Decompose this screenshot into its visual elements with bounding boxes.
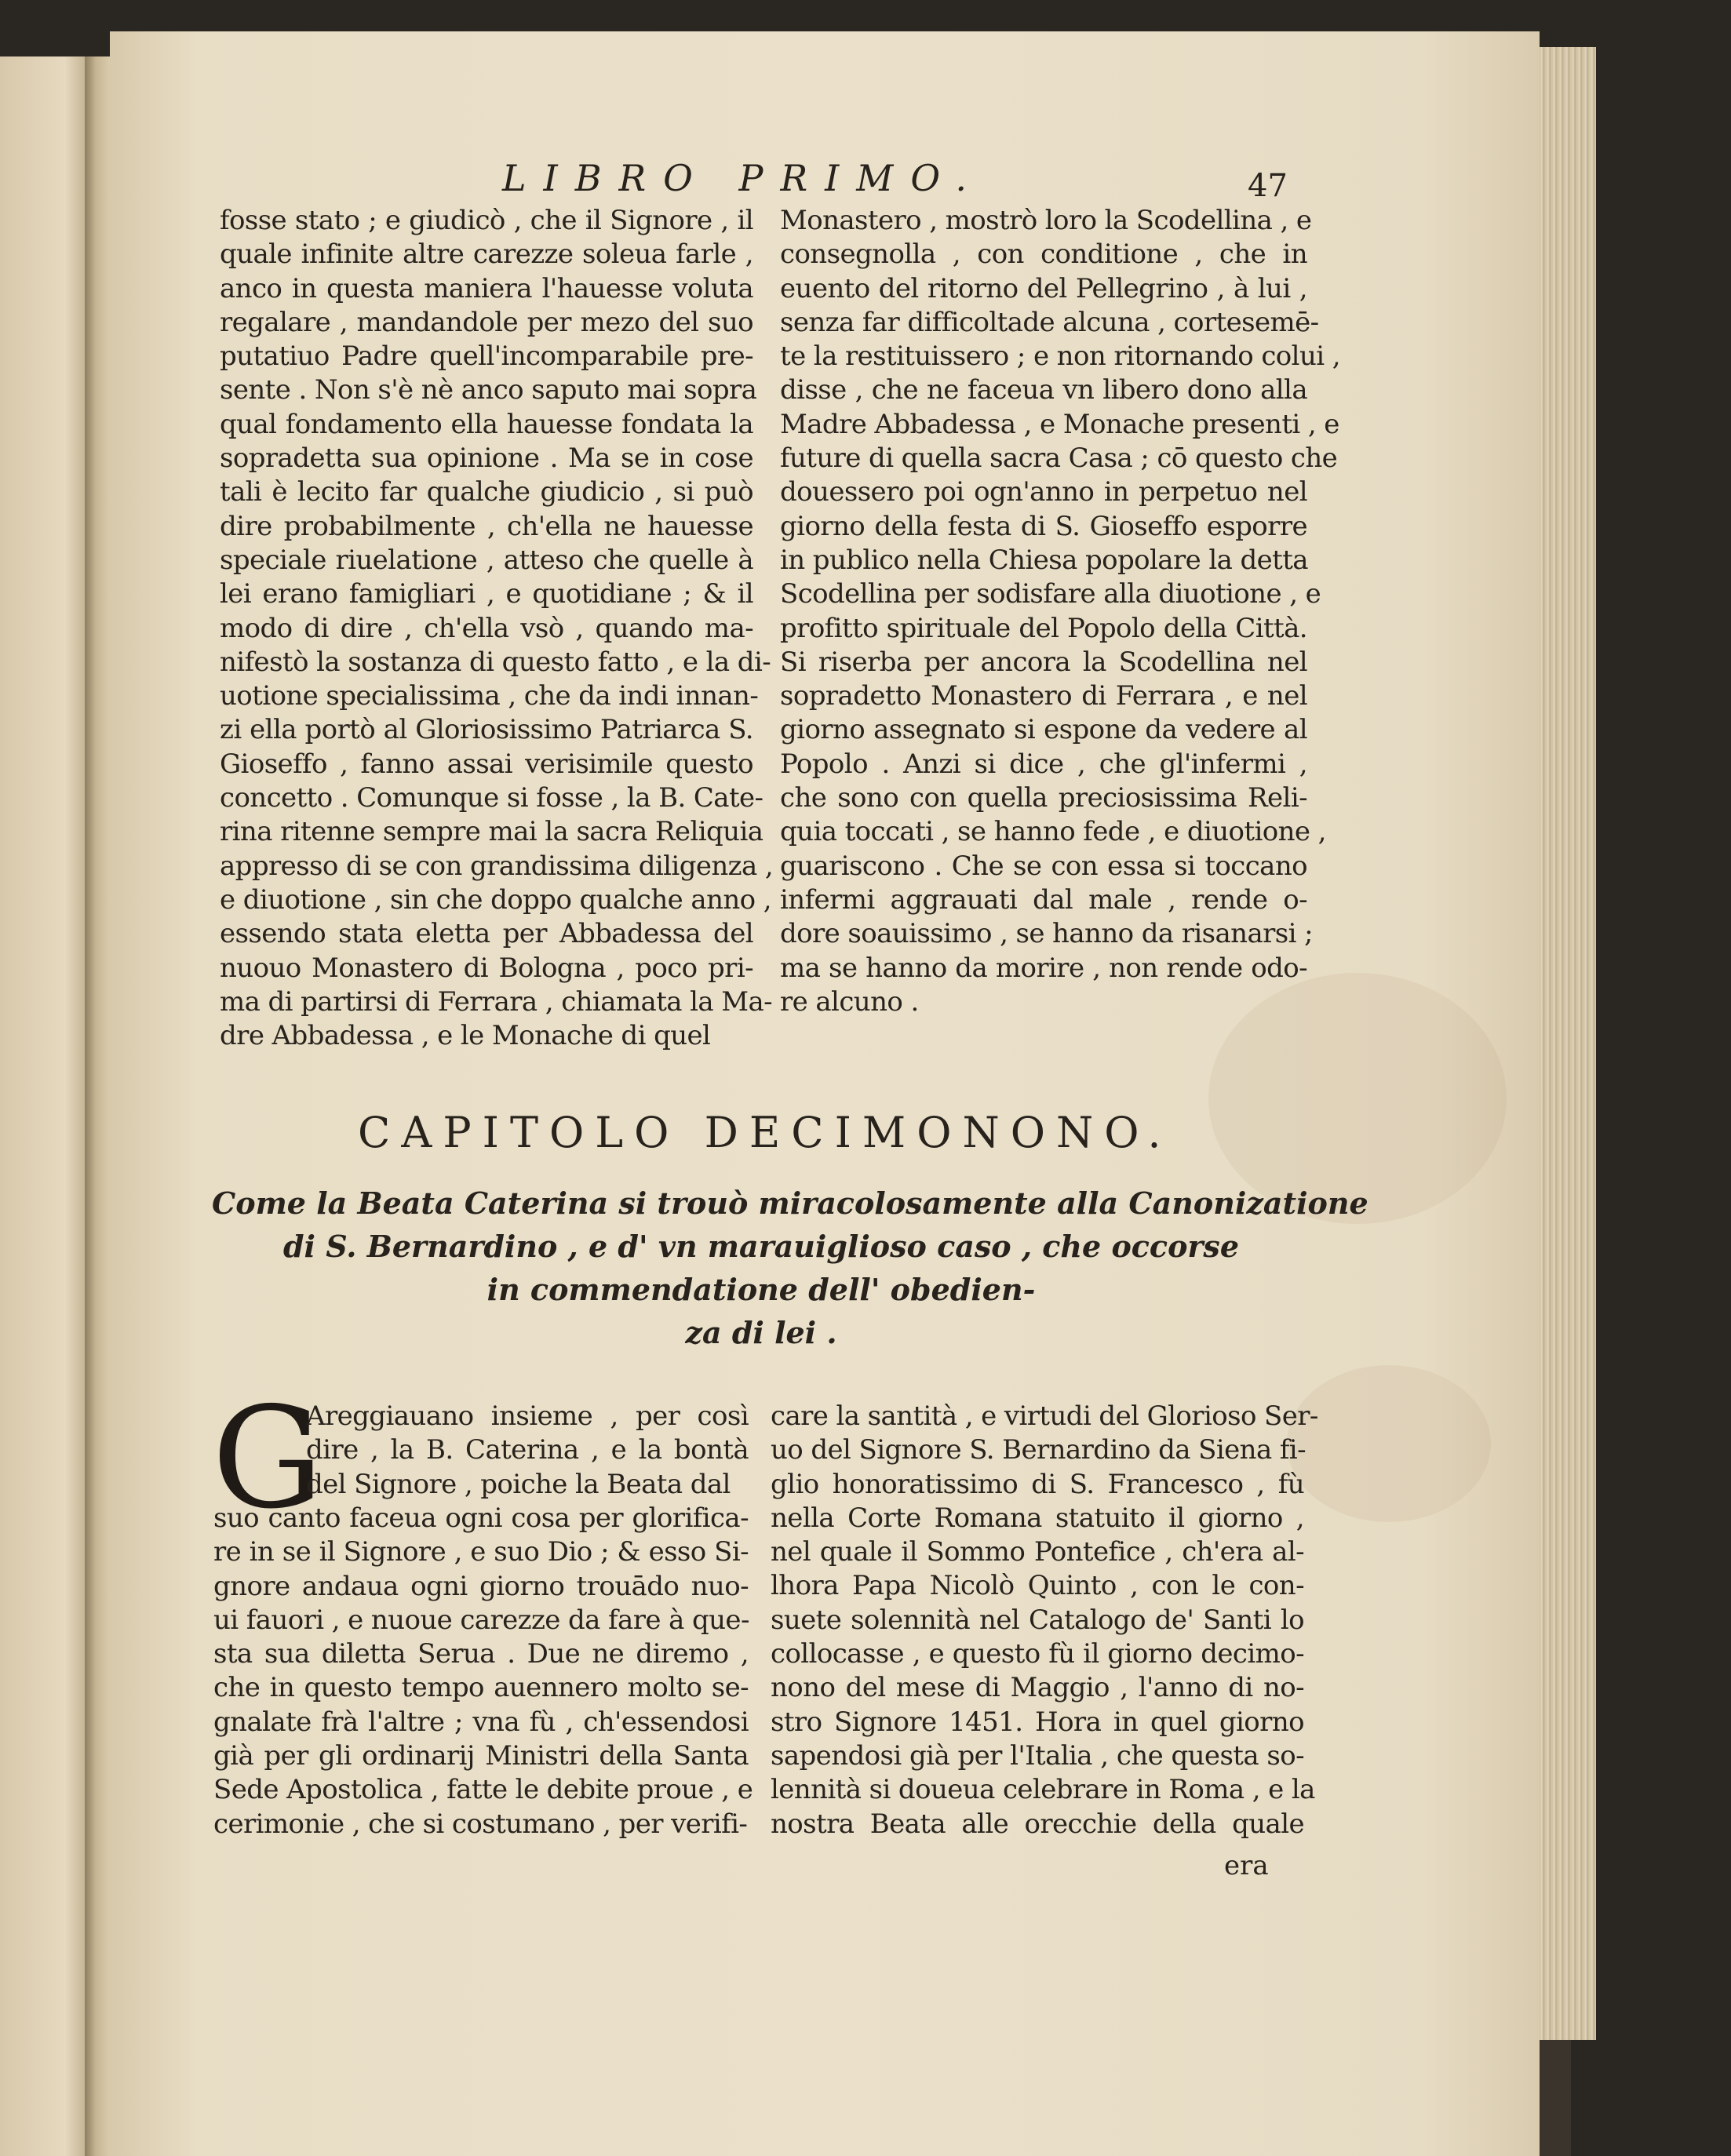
top-left-line: Gioseffo , fanno assai verisimile questo bbox=[220, 748, 753, 780]
page-block-edge bbox=[1540, 47, 1596, 2040]
top-left-column bbox=[220, 204, 774, 1053]
top-right-column bbox=[780, 204, 1340, 1019]
top-left-line: dire probabilmente , ch'ella ne hauesse bbox=[220, 510, 753, 542]
top-right-line: sopradetto Monastero di Ferrara , e nel bbox=[780, 680, 1307, 712]
top-right-line: infermi aggrauati dal male , rende o- bbox=[780, 883, 1307, 916]
bottom-left-line: ui fauori , e nuoue carezze da fare à que- bbox=[213, 1604, 749, 1636]
bottom-right-line: nono del mese di Maggio , l'anno di no- bbox=[771, 1672, 1304, 1704]
top-right-line: Madre Abbadessa , e Monache presenti , e bbox=[780, 408, 1339, 440]
top-left-line: anco in questa maniera l'hauesse voluta bbox=[220, 272, 753, 304]
book-gutter bbox=[85, 56, 113, 2156]
top-left-line: nifestò la sostanza di questo fatto , e la di- bbox=[220, 646, 771, 678]
page-block-shadow bbox=[1540, 2040, 1571, 2156]
top-right-line: disse , che ne faceua vn libero dono alla bbox=[780, 374, 1307, 406]
top-right-line: ma se hanno da morire , non rende odo- bbox=[780, 952, 1307, 984]
top-left-line: rina ritenne sempre mai la sacra Reliquia bbox=[220, 816, 763, 848]
subtitle-line: in commendatione dell' obedien- bbox=[487, 1272, 1036, 1307]
top-right-line: senza far difficoltade alcuna , cortesemē- bbox=[780, 306, 1319, 338]
top-right-line: re alcuno . bbox=[780, 985, 919, 1018]
top-right-line: profitto spirituale del Popolo della Città. bbox=[780, 612, 1307, 644]
subtitle-line: di S. Bernardino , e d' vn marauiglioso caso , che occorse bbox=[282, 1229, 1240, 1264]
top-right-line: te la restituissero ; e non ritornando colui , bbox=[780, 341, 1340, 373]
bottom-left-indented-line: dire , la B. Caterina , e la bontà bbox=[306, 1434, 749, 1466]
top-left-line: tali è lecito far qualche giudicio , si può bbox=[220, 476, 753, 508]
top-right-line: giorno assegnato si espone da vedere al bbox=[780, 714, 1307, 746]
top-left-line: ma di partirsi di Ferrara , chiamata la Ma- bbox=[220, 985, 773, 1018]
top-right-line: che sono con quella preciosissima Reli- bbox=[780, 782, 1307, 814]
top-left-line: speciale riuelatione , atteso che quelle à bbox=[220, 544, 753, 576]
top-left-line: essendo stata eletta per Abbadessa del bbox=[220, 918, 753, 950]
top-right-line: future di quella sacra Casa ; cō questo che bbox=[780, 442, 1338, 475]
bottom-right-line: nella Corte Romana statuito il giorno , bbox=[771, 1502, 1304, 1534]
top-right-line: giorno della festa di S. Gioseffo esporre bbox=[780, 510, 1307, 542]
top-right-line: dore soauissimo , se hanno da risanarsi ; bbox=[780, 918, 1313, 950]
bottom-left-line: gnore andaua ogni giorno trouādo nuo- bbox=[213, 1570, 749, 1602]
catchword: era bbox=[1224, 1850, 1269, 1881]
drop-cap: G bbox=[212, 1377, 324, 1539]
top-left-line: nuouo Monastero di Bologna , poco pri- bbox=[220, 952, 753, 984]
bottom-left-line: già per gli ordinarij Ministri della Santa bbox=[213, 1740, 749, 1772]
bottom-left-line: sta sua diletta Serua . Due ne diremo , bbox=[213, 1638, 749, 1670]
top-left-line: sente . Non s'è nè anco saputo mai sopra bbox=[220, 374, 757, 406]
top-right-line: douessero poi ogn'anno in perpetuo nel bbox=[780, 476, 1307, 508]
top-right-line: Scodellina per sodisfare alla diuotione , e bbox=[780, 578, 1321, 610]
top-right-line: in publico nella Chiesa popolare la detta bbox=[780, 544, 1308, 576]
top-left-line: qual fondamento ella hauesse fondata la bbox=[220, 408, 753, 440]
page-number: 47 bbox=[1248, 168, 1288, 204]
top-left-line: dre Abbadessa , e le Monache di quel bbox=[220, 1020, 711, 1052]
top-right-line: Monastero , mostrò loro la Scodellina , e bbox=[780, 205, 1312, 236]
paper-stain bbox=[1287, 1365, 1491, 1522]
bottom-right-line: collocasse , e questo fù il giorno decimo- bbox=[771, 1638, 1304, 1670]
subtitle-line: Come la Beata Caterina si trouò miracolosamente alla Canonizatione bbox=[212, 1185, 1368, 1221]
bottom-left-indented-lines bbox=[306, 1400, 749, 1502]
running-title: LIBRO PRIMO. bbox=[502, 157, 984, 199]
bottom-left-indented-line: Areggiauano insieme , per così bbox=[306, 1400, 749, 1432]
top-left-line: quale infinite altre carezze soleua farle , bbox=[220, 239, 753, 271]
top-right-line: euento del ritorno del Pellegrino , à lui , bbox=[780, 272, 1307, 304]
facing-page-edge bbox=[0, 56, 93, 2156]
top-left-line: e diuotione , sin che doppo qualche anno , bbox=[220, 883, 771, 916]
bottom-right-line: lhora Papa Nicolò Quinto , con le con- bbox=[771, 1570, 1304, 1602]
bottom-right-line: suete solennità nel Catalogo de' Santi lo bbox=[771, 1604, 1304, 1636]
chapter-title: CAPITOLO DECIMONONO. bbox=[358, 1108, 1172, 1157]
bottom-left-line: cerimonie , che si costumano , per verifi- bbox=[213, 1808, 748, 1840]
bottom-left-line: gnalate frà l'altre ; vna fù , ch'essendosi bbox=[213, 1706, 749, 1738]
bottom-right-line: sapendosi già per l'Italia , che questa so- bbox=[771, 1739, 1304, 1772]
bottom-right-line: nel quale il Sommo Pontefice , ch'era al- bbox=[771, 1536, 1304, 1568]
bottom-right-line: uo del Signore S. Bernardino da Siena fi- bbox=[771, 1434, 1306, 1466]
top-right-line: quia toccati , se hanno fede , e diuotione , bbox=[780, 816, 1326, 848]
bottom-right-line: nostra Beata alle orecchie della quale bbox=[771, 1808, 1304, 1840]
bottom-left-line: che in questo tempo auennero molto se- bbox=[213, 1672, 749, 1704]
top-left-line: appresso di se con grandissima diligenza , bbox=[220, 850, 774, 882]
bottom-left-line: re in se il Signore , e suo Dio ; & esso Si- bbox=[213, 1536, 749, 1568]
subtitle-line: za di lei . bbox=[685, 1315, 837, 1350]
bottom-left-indented-line: del Signore , poiche la Beata dal bbox=[306, 1468, 731, 1500]
top-right-line: Si riserba per ancora la Scodellina nel bbox=[780, 646, 1307, 678]
bottom-right-line: lennità si doueua celebrare in Roma , e la bbox=[771, 1774, 1315, 1806]
top-left-line: putatiuo Padre quell'incomparabile pre- bbox=[220, 341, 753, 373]
top-right-line: consegnolla , con conditione , che in bbox=[780, 239, 1307, 271]
top-left-line: sopradetta sua opinione . Ma se in cose bbox=[220, 442, 753, 475]
top-left-line: concetto . Comunque si fosse , la B. Cate- bbox=[220, 782, 763, 814]
bottom-left-column bbox=[213, 1502, 753, 1841]
chapter-subtitle bbox=[212, 1182, 1368, 1354]
top-right-line: Popolo . Anzi si dice , che gl'infermi , bbox=[780, 748, 1307, 780]
top-left-line: uotione specialissima , che da indi innan- bbox=[220, 680, 759, 712]
top-left-line: regalare , mandandole per mezo del suo bbox=[220, 306, 753, 338]
top-right-line: guariscono . Che se con essa si toccano bbox=[780, 850, 1307, 882]
top-left-line: lei erano famigliari , e quotidiane ; & il bbox=[220, 578, 753, 610]
bottom-left-line: suo canto faceua ogni cosa per glorifica- bbox=[213, 1502, 749, 1534]
bottom-right-line: care la santità , e virtudi del Glorioso Ser- bbox=[771, 1400, 1318, 1432]
top-left-line: modo di dire , ch'ella vsò , quando ma- bbox=[220, 612, 753, 644]
bottom-right-line: stro Signore 1451. Hora in quel giorno bbox=[771, 1706, 1304, 1738]
bottom-right-column bbox=[771, 1400, 1318, 1841]
top-left-line: zi ella portò al Gloriosissimo Patriarca S. bbox=[220, 714, 753, 746]
bottom-right-line: glio honoratissimo di S. Francesco , fù bbox=[771, 1468, 1304, 1500]
bottom-left-line: Sede Apostolica , fatte le debite proue , e bbox=[213, 1774, 753, 1806]
top-left-line: fosse stato ; e giudicò , che il Signore , il bbox=[220, 205, 753, 236]
